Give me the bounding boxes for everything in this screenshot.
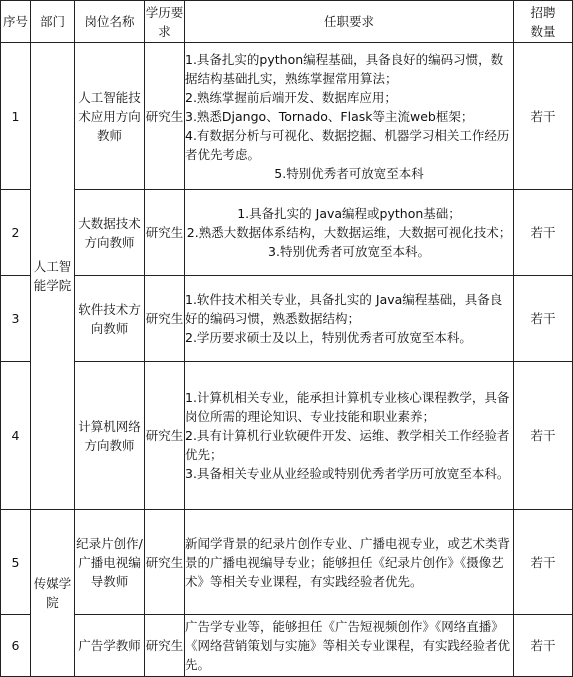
requirements-cell bbox=[185, 43, 514, 190]
count-cell: 若干 bbox=[514, 43, 573, 190]
requirement-line: 1.计算机相关专业，能承担计算机专业核心课程教学，具备岗位所需的理论知识、专业技能和职业素养； bbox=[185, 390, 510, 424]
requirement-line: 1.软件技术相关专业，具备扎实的 Java编程基础，具备良好的编码习惯，熟悉数据结构； bbox=[185, 292, 503, 326]
education-cell: 研究生 bbox=[145, 190, 185, 276]
requirement-line: 广告学专业等，能够担任《广告短视频创作》《网络直播》《网络营销策划与实施》等相关专业课程，有实践经验者优先。 bbox=[185, 619, 511, 672]
requirements-cell bbox=[185, 190, 514, 276]
requirement-line: 3.具备相关专业从业经验或特别优秀者学历可放宽至本科。 bbox=[185, 466, 510, 481]
row-index: 2 bbox=[1, 190, 31, 276]
count-cell: 若干 bbox=[514, 615, 573, 677]
table-row bbox=[1, 43, 573, 190]
requirements-cell bbox=[185, 276, 514, 362]
requirement-line: 4.有数据分析与可视化、数据挖掘、机器学习相关工作经历者优先考虑。 bbox=[185, 127, 510, 162]
row-index: 6 bbox=[1, 615, 31, 677]
requirement-line: 2.学历要求硕士及以上，特别优秀者可放宽至本科。 bbox=[185, 330, 472, 345]
row-index: 5 bbox=[1, 510, 31, 615]
requirement-line: 2.熟悉大数据体系结构，大数据运维，大数据可视化技术； bbox=[186, 225, 512, 240]
education-cell: 研究生 bbox=[145, 43, 185, 190]
position-cell: 广告学教师 bbox=[75, 615, 145, 677]
requirement-line: 1.具备扎实的python编程基础，具备良好的编码习惯，数据结构基础扎实，熟练掌握常用算法； bbox=[185, 51, 504, 86]
department-cell-ai: 人工智能学院 bbox=[31, 43, 75, 510]
count-cell: 若干 bbox=[514, 190, 573, 276]
education-cell: 研究生 bbox=[145, 362, 185, 510]
header-education: 学历要求 bbox=[145, 1, 185, 43]
position-cell: 大数据技术方向教师 bbox=[75, 190, 145, 276]
position-cell: 软件技术方向教师 bbox=[75, 276, 145, 362]
requirement-line: 2.具有计算机行业软硬件开发、运维、教学相关工作经验者优先； bbox=[185, 428, 510, 462]
table-row bbox=[1, 510, 573, 615]
header-row bbox=[1, 1, 573, 43]
position-cell: 纪录片创作/广播电视编导教师 bbox=[75, 510, 145, 615]
row-index: 3 bbox=[1, 276, 31, 362]
position-cell: 计算机网络方向教师 bbox=[75, 362, 145, 510]
requirements-cell bbox=[185, 510, 514, 615]
header-department: 部门 bbox=[31, 1, 75, 43]
header-position: 岗位名称 bbox=[75, 1, 145, 43]
requirement-line: 3.熟悉Django、Tornado、Flask等主流web框架； bbox=[185, 108, 474, 124]
table-row bbox=[1, 190, 573, 276]
row-index: 1 bbox=[1, 43, 31, 190]
header-index: 序号 bbox=[1, 1, 31, 43]
requirement-line: 2.熟练掌握前后端开发、数据库应用； bbox=[185, 89, 397, 105]
requirements-cell bbox=[185, 362, 514, 510]
table-row bbox=[1, 362, 573, 510]
requirement-line: 3.特别优秀者可放宽至本科。 bbox=[268, 244, 430, 259]
education-cell: 研究生 bbox=[145, 510, 185, 615]
table-row bbox=[1, 615, 573, 677]
education-cell: 研究生 bbox=[145, 615, 185, 677]
requirement-line: 新闻学背景的纪录片创作专业、广播电视专业，或艺术类背景的广播电视编导专业；能够担任《纪录片创作》《摄像艺术》等相关专业课程，有实践经验者优先。 bbox=[185, 535, 511, 589]
table-row bbox=[1, 276, 573, 362]
requirement-line: 1.具备扎实的 Java编程或python基础； bbox=[237, 206, 461, 221]
header-requirements: 任职要求 bbox=[185, 1, 514, 43]
requirements-cell bbox=[185, 615, 514, 677]
education-cell: 研究生 bbox=[145, 276, 185, 362]
department-cell-media: 传媒学院 bbox=[31, 510, 75, 677]
count-cell: 若干 bbox=[514, 510, 573, 615]
header-count: 招聘数量 bbox=[514, 1, 573, 43]
row-index: 4 bbox=[1, 362, 31, 510]
count-cell: 若干 bbox=[514, 362, 573, 510]
count-cell: 若干 bbox=[514, 276, 573, 362]
position-cell: 人工智能技术应用方向教师 bbox=[75, 43, 145, 190]
requirement-line: 5.特别优秀者可放宽至本科 bbox=[274, 165, 424, 181]
